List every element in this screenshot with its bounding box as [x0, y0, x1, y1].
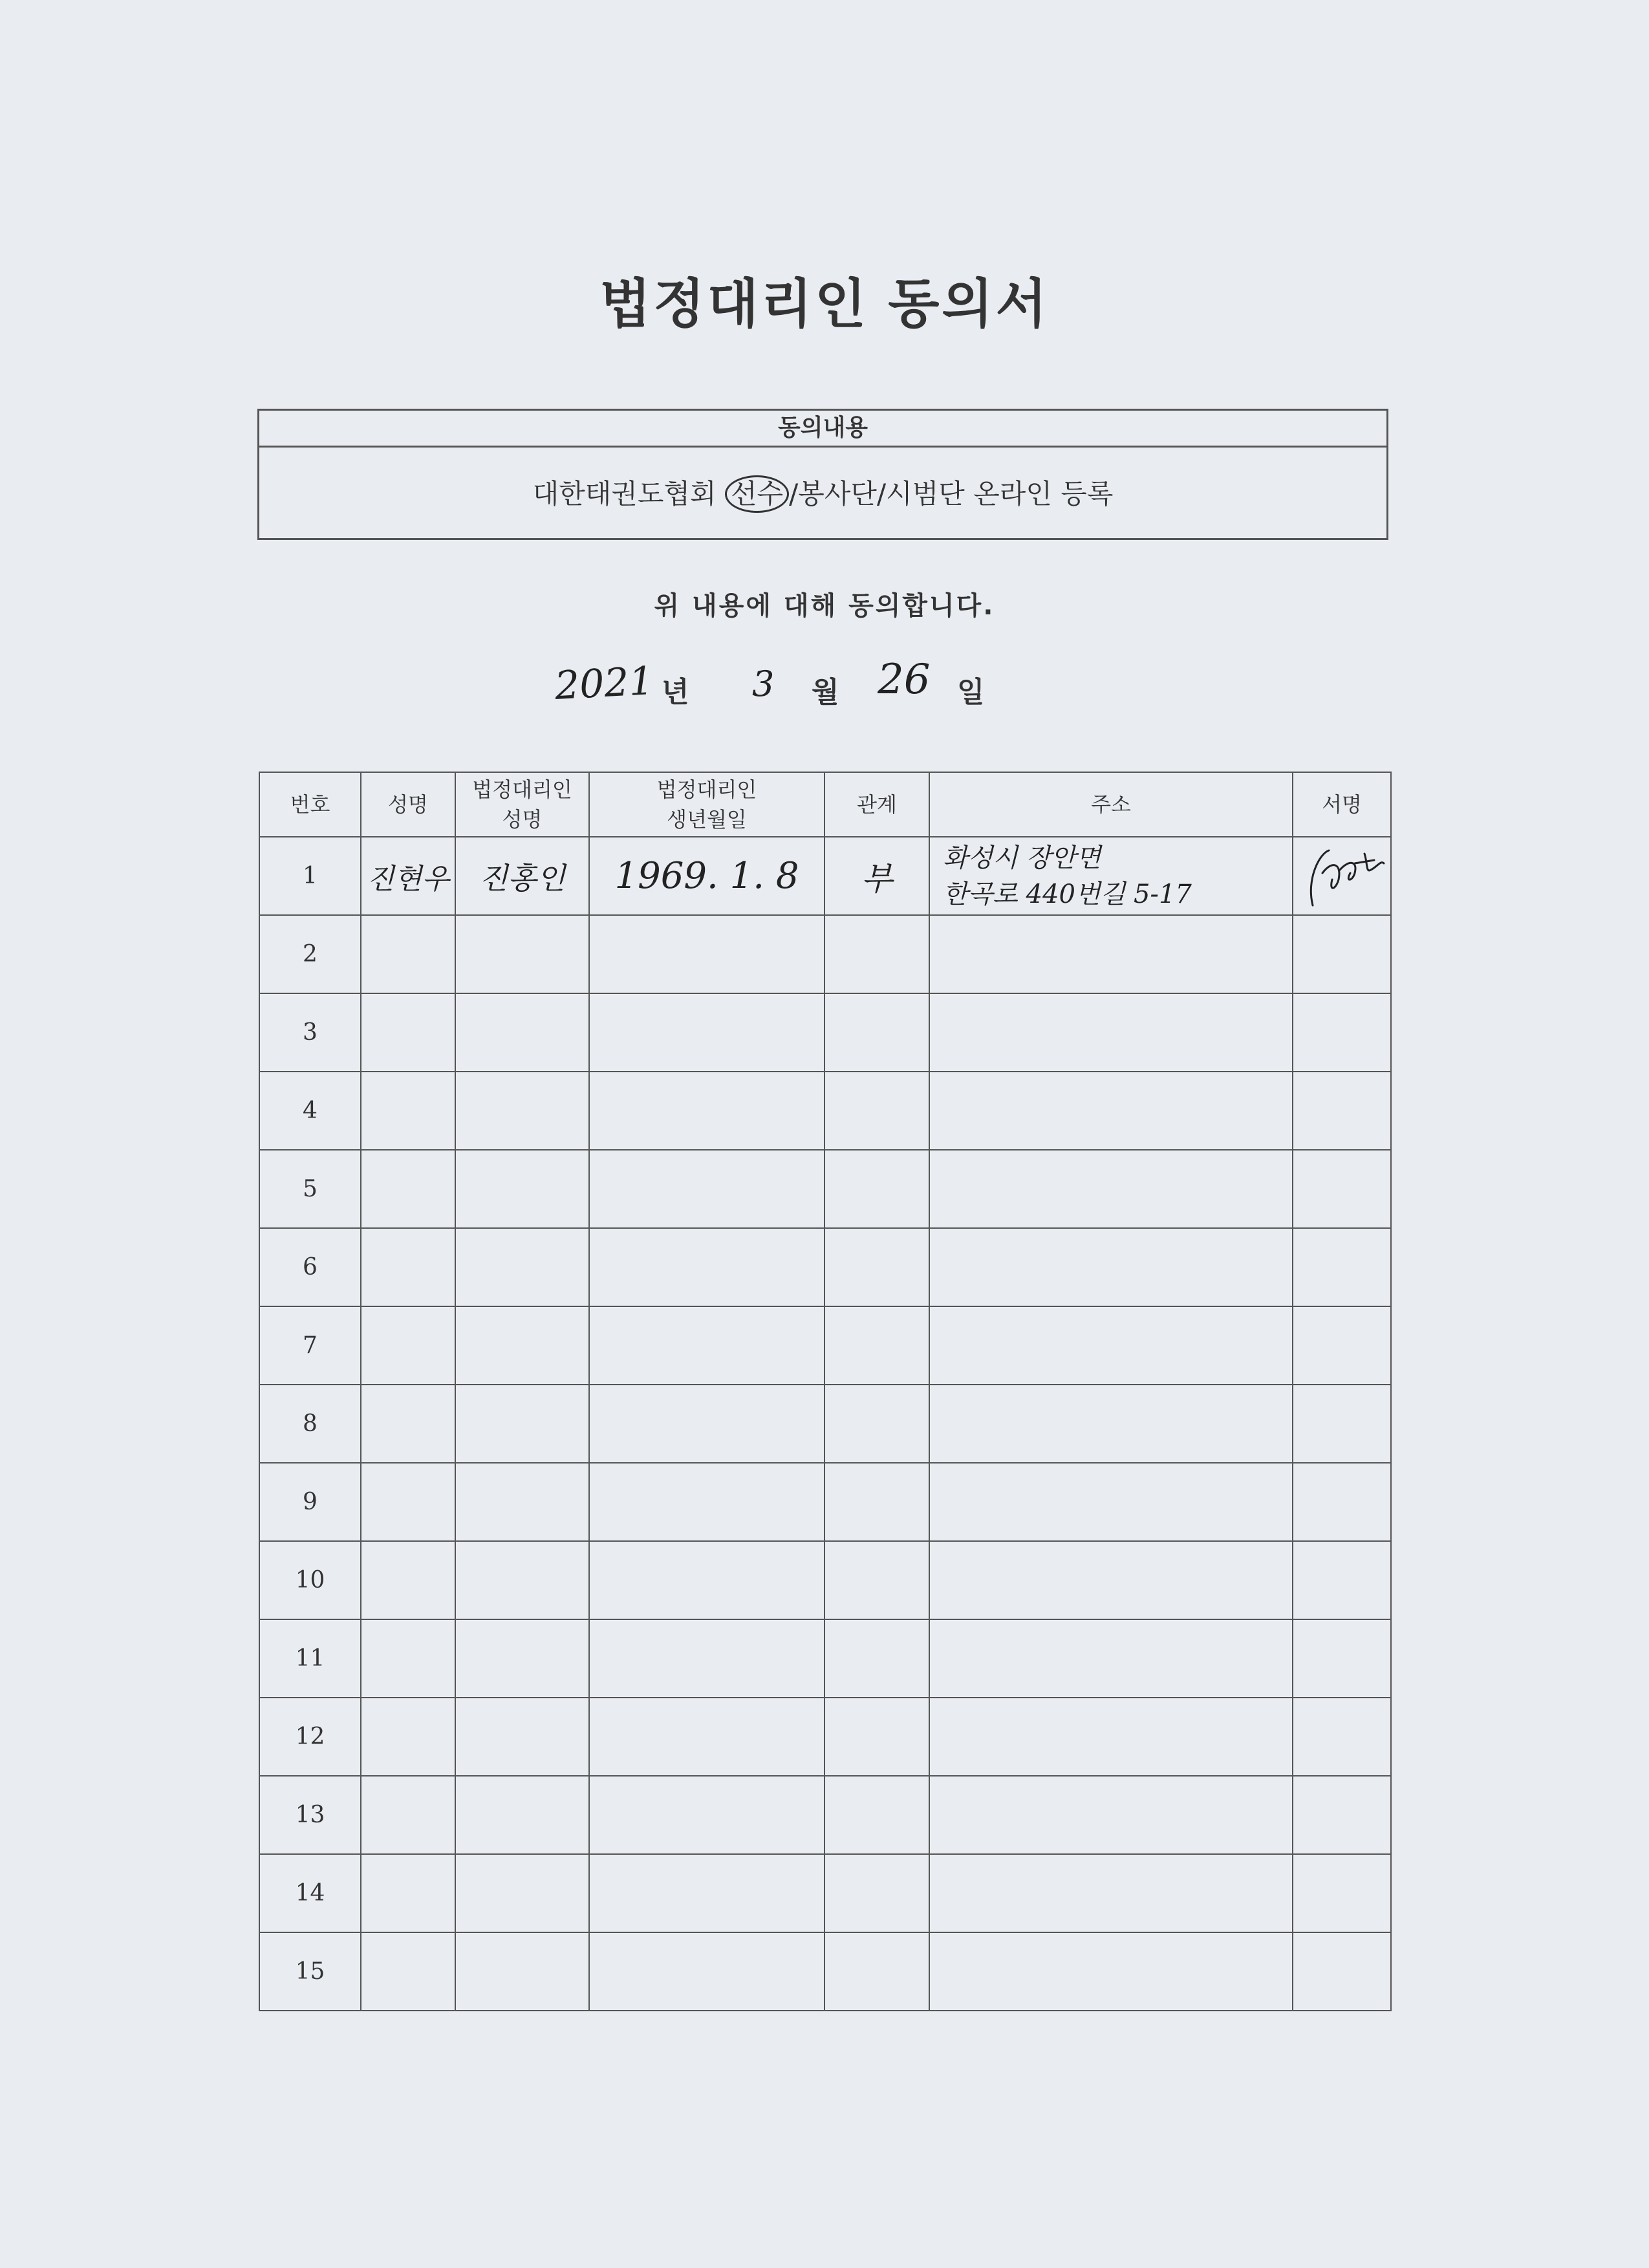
row-guardian-birth — [589, 837, 824, 915]
consent-circled-option: 선수 — [725, 475, 789, 513]
row-number: 2 — [259, 915, 361, 993]
header-no: 번호 — [259, 772, 361, 837]
table-row — [259, 1541, 1391, 1619]
date-year-unit: 년 — [662, 676, 689, 709]
guardian-table — [259, 772, 1392, 2011]
row-name — [361, 837, 455, 915]
table-row — [259, 1150, 1391, 1228]
header-guardian-name-line2: 성명 — [502, 807, 543, 832]
row-number: 14 — [259, 1854, 361, 1932]
date-day-handwritten: 26 — [878, 656, 931, 704]
row-number: 4 — [259, 1072, 361, 1150]
table-row — [259, 1776, 1391, 1854]
address-line1-handwritten: 화성시 장안면 — [943, 843, 1101, 873]
header-relation: 관계 — [824, 772, 929, 837]
table-row — [259, 1385, 1391, 1463]
row-address — [929, 837, 1293, 915]
row-number: 5 — [259, 1150, 361, 1228]
row-number: 1 — [259, 837, 361, 915]
header-guardian-name — [455, 772, 589, 837]
birth-handwritten: 1969. 1. 8 — [614, 855, 799, 897]
address-line2-handwritten: 한곡로 440번길 5-17 — [943, 879, 1192, 909]
date-year-handwritten: 2021 — [554, 658, 655, 709]
row-number: 11 — [259, 1619, 361, 1698]
header-guardian-name-line1: 법정대리인 — [472, 777, 572, 802]
table-row — [259, 1228, 1391, 1306]
row-number: 7 — [259, 1306, 361, 1385]
date-month-unit: 월 — [812, 676, 839, 709]
row-number: 8 — [259, 1385, 361, 1463]
header-signature: 서명 — [1293, 772, 1391, 837]
table-row — [259, 1854, 1391, 1932]
row-guardian-name — [455, 837, 589, 915]
consent-other-options: /봉사단/시범단 온라인 등록 — [789, 478, 1114, 510]
consent-content-box — [257, 409, 1388, 540]
consent-header: 동의내용 — [259, 411, 1386, 448]
title-word-2: 동의서 — [888, 274, 1050, 335]
table-row — [259, 1932, 1391, 2011]
title-word-1: 법정대리인 — [599, 274, 869, 335]
agree-statement: 위 내용에 대해 동의합니다. — [654, 591, 995, 621]
table-row — [259, 1463, 1391, 1541]
row-number: 3 — [259, 993, 361, 1072]
guardian-name-handwritten: 진홍인 — [479, 860, 566, 896]
date-month-handwritten: 3 — [752, 664, 775, 704]
row-number: 9 — [259, 1463, 361, 1541]
table-row — [259, 1619, 1391, 1698]
table-row — [259, 837, 1391, 915]
row-number: 10 — [259, 1541, 361, 1619]
table-header-row — [259, 772, 1391, 837]
document-title — [0, 262, 1649, 338]
name-handwritten: 진현우 — [367, 862, 449, 896]
table-row — [259, 1306, 1391, 1385]
header-name: 성명 — [361, 772, 455, 837]
header-guardian-birth — [589, 772, 824, 837]
header-guardian-birth-line2: 생년월일 — [667, 807, 747, 832]
date-day-unit: 일 — [957, 676, 985, 709]
consent-association: 대한태권도협회 — [532, 478, 717, 510]
header-address: 주소 — [929, 772, 1293, 837]
date-line — [0, 656, 1649, 723]
row-number: 13 — [259, 1776, 361, 1854]
table-row — [259, 993, 1391, 1072]
relation-handwritten: 부 — [861, 859, 893, 898]
consent-body — [259, 448, 1386, 540]
row-signature — [1293, 837, 1391, 915]
handwritten-signature-icon — [1293, 841, 1390, 912]
table-row — [259, 915, 1391, 993]
row-number: 6 — [259, 1228, 361, 1306]
table-row — [259, 1072, 1391, 1150]
row-number: 15 — [259, 1932, 361, 2011]
row-number: 12 — [259, 1698, 361, 1776]
table-row — [259, 1698, 1391, 1776]
header-guardian-birth-line1: 법정대리인 — [656, 777, 757, 802]
row-relation — [824, 837, 929, 915]
